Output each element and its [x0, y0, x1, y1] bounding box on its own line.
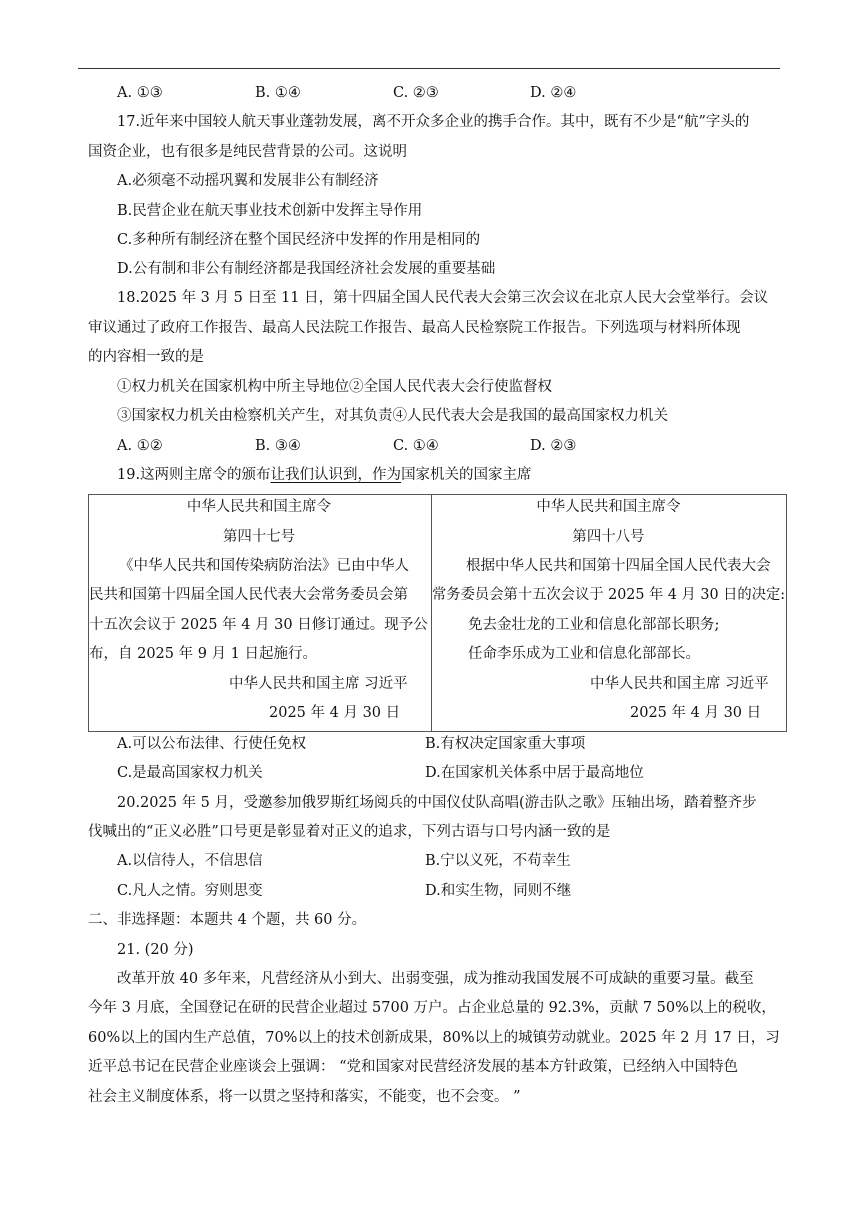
presidential-orders-table	[88, 494, 787, 732]
q20-option-c: C.凡人之情。穷则思变	[117, 883, 263, 899]
q18-stem-line2: 审议通过了政府工作报告、最高人民法院工作报告、最高人民检察院工作报告。下列选项与材料所体现	[88, 320, 741, 336]
order-47-body-line1: 《中华人民共和国传染病防治法》已由中华人	[119, 558, 409, 574]
q21-para-line4: 近平总书记在民营企业座谈会上强调： “党和国家对民营经济发展的基本方针政策，已经纳入中国特色	[88, 1059, 739, 1075]
q17-option-b: B.民营企业在航天事业技术创新中发挥主导作用	[117, 203, 423, 219]
order-48-title: 中华人民共和国主席令	[536, 499, 681, 515]
q21-para-line1: 改革开放 40 多年来，凡营经济从小到大、出弱变强，成为推动我国发展不可成缺的重要习量。截至	[117, 971, 754, 987]
order-47-body-line3: 十五次会议于 2025 年 4 月 30 日修订通过。现予公	[89, 617, 428, 633]
q21-para-line3: 60%以上的国内生产总值，70%以上的技术创新成果，80%以上的城镇劳动就业。2025 年 2 月 17 日，习	[88, 1030, 780, 1046]
q20-option-a: A.以信待人，不信思信	[117, 853, 263, 869]
order-48-number: 第四十八号	[572, 529, 645, 545]
order-47-signature: 中华人民共和国主席 习近平	[229, 676, 408, 692]
q19-stem-suffix: 国家机关的国家主席	[401, 467, 532, 483]
q19-stem-prefix: 19.这两则主席令的颁布	[117, 467, 271, 483]
q20-option-d: D.和实生物，同则不继	[425, 883, 572, 899]
q21-header: 21. (20 分)	[117, 942, 194, 958]
header-rule	[78, 68, 780, 69]
q20-option-b: B.宁以义死，不苟幸生	[425, 853, 571, 869]
q19-option-d: D.在国家机关体系中居于最高地位	[425, 765, 644, 781]
order-48-body-line3: 免去金壮龙的工业和信息化部部长职务;	[468, 617, 720, 633]
q19-option-c: C.是最高国家权力机关	[117, 765, 263, 781]
order-47-body-line4: 布，自 2025 年 9 月 1 日起施行。	[89, 646, 318, 662]
order-47-body-line2: 民共和国第十四届全国人民代表大会常务委员会第	[89, 587, 408, 603]
q18-option-c: C. ①④	[393, 438, 439, 454]
q18-statement1: ①权力机关在国家机构中所主导地位②全国人民代表大会行使监督权	[117, 379, 552, 395]
order-47-title: 中华人民共和国主席令	[186, 499, 332, 515]
q19-stem-underlined: 让我们认识到，作为	[270, 467, 402, 483]
order-48-signature: 中华人民共和国主席 习近平	[590, 676, 769, 692]
order-48-body-line2: 常务委员会第十五次会议于 2025 年 4 月 30 日的决定:	[432, 587, 786, 603]
order-48-body-line4: 任命李乐成为工业和信息化部部长。	[468, 646, 700, 662]
order-48-date: 2025 年 4 月 30 日	[630, 705, 762, 721]
order-48-body-line1: 根据中华人民共和国第十四届全国人民代表大会	[466, 558, 771, 574]
prev-option-c: C. ②③	[393, 85, 439, 101]
q18-option-a: A. ①②	[117, 438, 163, 454]
q17-option-c: C.多种所有制经济在整个国民经济中发挥的作用是相同的	[117, 232, 481, 248]
q17-stem-line2: 国资企业，也有很多是纯民营背景的公司。这说明	[88, 144, 407, 160]
q18-option-b: B. ③④	[255, 438, 301, 454]
q18-stem-line3: 的内容相一致的是	[88, 349, 204, 365]
q21-para-line2: 今年 3 月底，全国登记在研的民营企业超过 5700 万户。占企业总量的 92.3%，贡献 7 50%以上的税收，	[88, 1000, 776, 1016]
q20-stem-line2: 伐喊出的“正义必胜”口号更是彰显着对正义的追求，下列古语与口号内涵一致的是	[88, 824, 611, 840]
q18-statement2: ③国家权力机关由检察机关产生，对其负责④人民代表大会是我国的最高国家权力机关	[117, 408, 668, 424]
q17-option-d: D.公有制和非公有制经济都是我国经济社会发展的重要基础	[117, 261, 496, 277]
prev-option-a: A. ①③	[117, 85, 163, 101]
q18-stem-line1: 18.2025 年 3 月 5 日至 11 日，第十四届全国人民代表大会第三次会议在北京人民大会堂举行。会议	[117, 290, 769, 306]
section2-heading: 二、非选择题：本题共 4 个题，共 60 分。	[88, 912, 367, 928]
q17-stem-line1: 17.近年来中国较人航天事业蓬勃发展，离不开众多企业的携手合作。其中，既有不少是“航”字头的	[117, 114, 750, 130]
q20-stem-line1: 20.2025 年 5 月，受邀参加俄罗斯红场阅兵的中国仪仗队高唱(游击队之歌》压轴出场，踏着整齐步	[117, 795, 757, 811]
q17-option-a: A.必须毫不动摇巩翼和发展非公有制经济	[117, 173, 379, 189]
q18-option-d: D. ②③	[530, 438, 577, 454]
prev-option-b: B. ①④	[255, 85, 301, 101]
order-47-cell	[89, 495, 431, 731]
q19-stem	[117, 465, 532, 485]
q19-option-a: A.可以公布法律、行使任免权	[117, 736, 307, 752]
order-47-number: 第四十七号	[222, 529, 296, 545]
order-47-date: 2025 年 4 月 30 日	[269, 705, 401, 721]
order-48-cell	[432, 495, 787, 731]
q21-para-line5: 社会主义制度体系，将一以贯之坚持和落实，不能变，也不会变。 ”	[88, 1089, 521, 1105]
prev-option-d: D. ②④	[530, 85, 577, 101]
q19-option-b: B.有权决定国家重大事项	[425, 736, 586, 752]
